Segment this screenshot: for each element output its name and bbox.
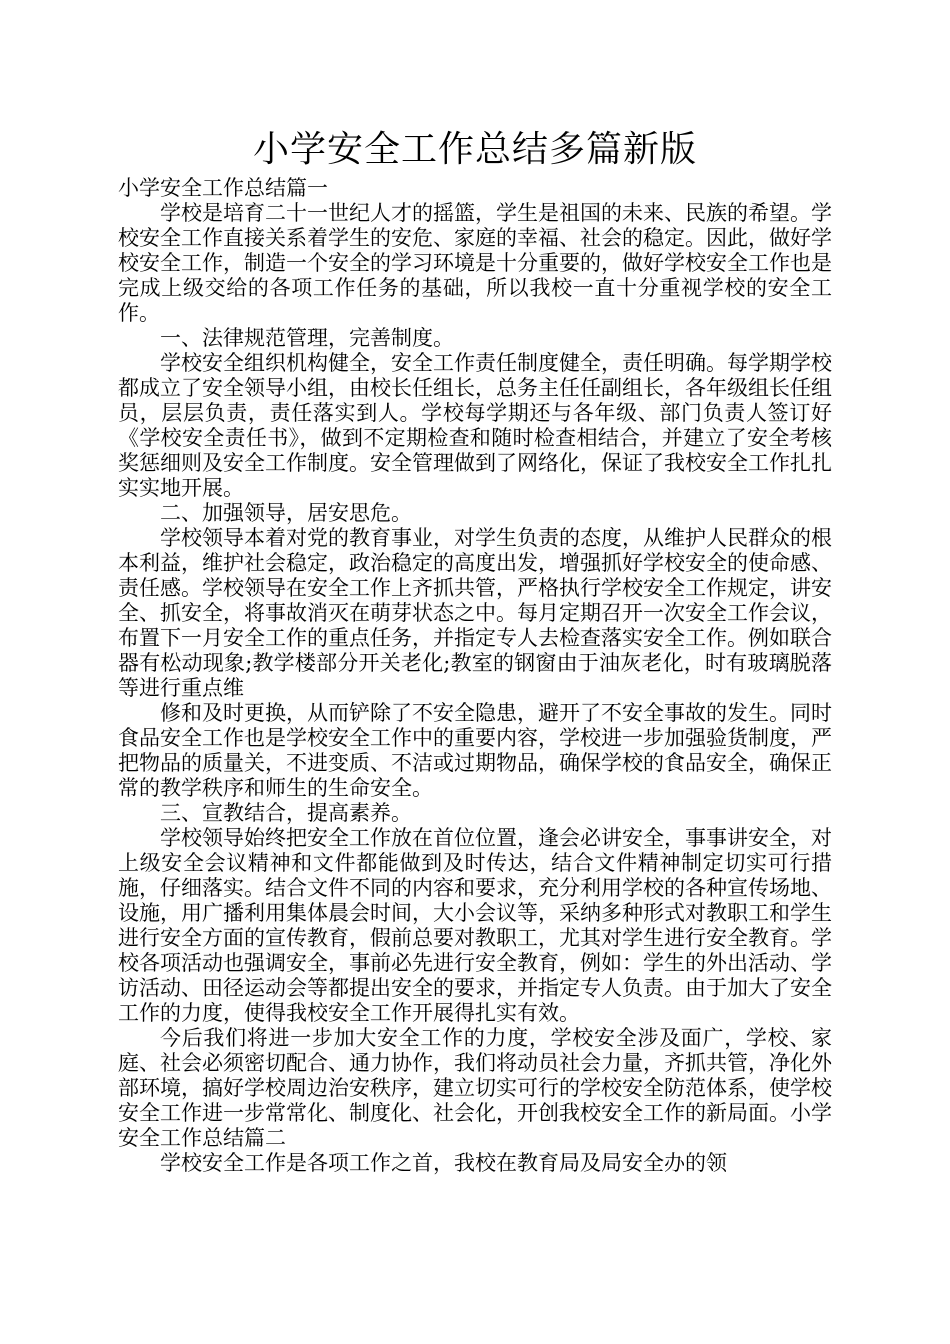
body-paragraph: 修和及时更换，从而铲除了不安全隐患，避开了不安全事故的发生。同时食品安全工作也是学校安全工作中的重要内容，学校进一步加强验货制度，严把物品的质量关，不进变质、不洁或过期物品，确保学校的食品安全，确保正常的教学秩序和师生的生命安全。	[118, 701, 832, 800]
document-body	[118, 176, 832, 1176]
subheading-paragraph: 二、加强领导，居安思危。	[160, 501, 412, 525]
subheading-paragraph: 一、法律规范管理，完善制度。	[160, 326, 454, 350]
section-heading-1: 小学安全工作总结篇一	[118, 176, 328, 200]
body-paragraph: 学校领导本着对党的教育事业，对学生负责的态度，从维护人民群众的根本利益，维护社会稳定，政治稳定的高度出发，增强抓好学校安全的使命感、责任感。学校领导在安全工作上齐抓共管，严格执行学校安全工作规定，讲安全、抓安全，将事故消灭在萌芽状态之中。每月定期召开一次安全工作会议，布置下一月安全工作的重点任务，并指定专人去检查落实安全工作。例如联合器有松动现象;教学楼部分开关老化;教室的钢窗由于油灰老化，时有玻璃脱落等进行重点维	[118, 526, 832, 700]
body-paragraph: 学校领导始终把安全工作放在首位位置，逢会必讲安全，事事讲安全，对上级安全会议精神和文件都能做到及时传达，结合文件精神制定切实可行措施，仔细落实。结合文件不同的内容和要求，充分利用学校的各种宣传场地、设施，用广播利用集体晨会时间，大小会议等，采纳多种形式对教职工和学生进行安全方面的宣传教育，假前总要对教职工，尤其对学生进行安全教育。学校各项活动也强调安全，事前必先进行安全教育，例如：学生的外出活动、学访活动、田径运动会等都提出安全的要求，并指定专人负责。由于加大了安全工作的力度，使得我校安全工作开展得扎实有效。	[118, 826, 832, 1025]
body-paragraph: 学校是培育二十一世纪人才的摇篮，学生是祖国的未来、民族的希望。学校安全工作直接关系着学生的安危、家庭的幸福、社会的稳定。因此，做好学校安全工作，制造一个安全的学习环境是十分重要的，做好学校安全工作也是完成上级交给的各项工作任务的基础，所以我校一直十分重视学校的安全工作。	[118, 201, 832, 325]
body-paragraph: 学校安全工作是各项工作之首，我校在教育局及局安全办的领	[160, 1151, 727, 1175]
body-paragraph: 学校安全组织机构健全，安全工作责任制度健全，责任明确。每学期学校都成立了安全领导小组，由校长任组长，总务主任任副组长，各年级组长任组员，层层负责，责任落实到人。学校每学期还与各年级、部门负责人签订好《学校安全责任书》，做到不定期检查和随时检查相结合，并建立了安全考核奖惩细则及安全工作制度。安全管理做到了网络化，保证了我校安全工作扎扎实实地开展。	[118, 351, 832, 500]
page-title: 小学安全工作总结多篇新版	[252, 129, 697, 170]
document-page	[118, 124, 832, 1176]
subheading-paragraph: 三、宣教结合，提高素养。	[160, 801, 412, 825]
body-paragraph: 今后我们将进一步加大安全工作的力度，学校安全涉及面广，学校、家庭、社会必须密切配合、通力协作，我们将动员社会力量，齐抓共管，净化外部环境，搞好学校周边治安秩序，建立切实可行的学校安全防范体系，使学校安全工作进一步常常化、制度化、社会化，开创我校安全工作的新局面。小学安全工作总结篇二	[118, 1026, 832, 1150]
